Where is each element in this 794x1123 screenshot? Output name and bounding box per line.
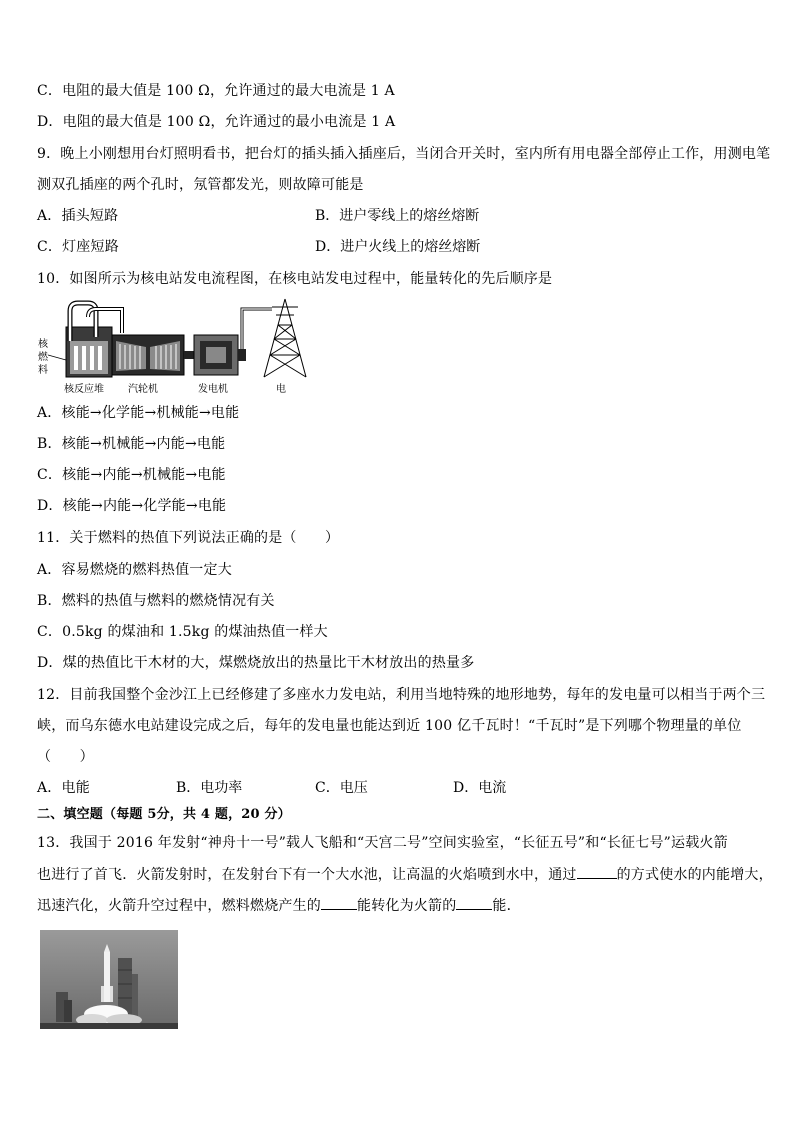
q10-option-a: A．核能→化学能→机械能→电能	[37, 405, 240, 421]
q9-option-b: B．进户零线上的熔丝熔断	[315, 208, 480, 224]
q11-option-a: A．容易燃烧的燃料热值一定大	[37, 562, 232, 578]
q12-stem-line2: 峡，而乌东德水电站建设完成之后，每年的发电量也能达到近 100 亿千瓦时！“千瓦时”是下列哪个物理量的单位	[37, 718, 742, 734]
turbine-label: 汽轮机	[128, 384, 158, 395]
q11-stem: 11．关于燃料的热值下列说法正确的是（ ）	[37, 530, 340, 546]
q11-option-d: D．煤的热值比干木材的大，煤燃烧放出的热量比干木材放出的热量多	[37, 655, 475, 671]
q13-line3-text-a: 迅速汽化，火箭升空过程中，燃料燃烧产生的	[37, 898, 321, 914]
q9-stem-line1: 9．晚上小刚想用台灯照明看书，把台灯的插头插入插座后，当闭合开关时，室内所有用电器全部停止工作，用测电笔	[37, 146, 771, 162]
q10-option-c: C．核能→内能→机械能→电能	[37, 467, 226, 483]
answer-blank-2[interactable]	[321, 895, 357, 910]
q13-line2-text-b: 的方式使水的内能增大，	[616, 867, 773, 883]
q9-option-a: A．插头短路	[37, 208, 119, 224]
fuel-label-char-3: 料	[38, 365, 48, 376]
section-heading-fill-in: 二、填空题（每题 5分，共 4 题，20 分）	[37, 807, 291, 822]
q13-line2-text-a: 也进行了首飞．火箭发射时，在发射台下有一个大水池，让高温的火焰喷到水中，通过	[37, 867, 577, 883]
q13-stem-line1: 13．我国于 2016 年发射“神舟十一号”载人飞船和“天宫二号”空间实验室，“长征五号”和“长征七号”运载火箭	[37, 835, 728, 851]
q9-option-c: C．灯座短路	[37, 239, 119, 255]
q10-stem: 10．如图所示为核电站发电流程图，在核电站发电过程中，能量转化的先后顺序是	[37, 271, 553, 287]
generator-label: 发电机	[198, 384, 228, 395]
answer-blank-3[interactable]	[456, 895, 492, 910]
fuel-label-char-2: 燃	[38, 352, 48, 363]
q12-option-d: D．电流	[453, 780, 507, 796]
answer-blank-1[interactable]	[577, 864, 617, 879]
q13-stem-line2	[37, 864, 773, 884]
q13-line3-text-b: 能转化为火箭的	[357, 898, 457, 914]
q8-option-c: C．电阻的最大值是 100 Ω，允许通过的最大电流是 1 A	[37, 83, 395, 99]
q11-option-b: B．燃料的热值与燃料的燃烧情况有关	[37, 593, 275, 609]
transmission-tower-icon	[264, 299, 306, 377]
reactor-label: 核反应堆	[64, 384, 104, 395]
electricity-label: 电	[276, 384, 286, 395]
q12-answer-paren: （ ）	[37, 749, 94, 765]
q13-stem-line3	[37, 895, 521, 915]
rocket-launch-photo	[40, 930, 178, 1029]
q12-option-b: B．电功率	[176, 780, 243, 796]
q13-line3-text-c: 能．	[492, 898, 521, 914]
q12-stem-line1: 12．目前我国整个金沙江上已经修建了多座水力发电站，利用当地特殊的地形地势，每年的发电量可以相当于两个三	[37, 687, 766, 703]
q9-option-d: D．进户火线上的熔丝熔断	[315, 239, 481, 255]
fuel-label-char-1: 核	[38, 339, 48, 350]
turbine-icon	[112, 335, 194, 375]
q12-option-a: A．电能	[37, 780, 90, 796]
nuclear-power-flow-diagram	[36, 297, 311, 395]
q10-option-b: B．核能→机械能→内能→电能	[37, 436, 226, 452]
generator-icon	[194, 309, 272, 375]
q12-option-c: C．电压	[315, 780, 368, 796]
q11-option-c: C．0.5kg 的煤油和 1.5kg 的煤油热值一样大	[37, 624, 328, 640]
q8-option-d: D．电阻的最大值是 100 Ω，允许通过的最小电流是 1 A	[37, 114, 396, 130]
q10-option-d: D．核能→内能→化学能→电能	[37, 498, 227, 514]
q9-stem-line2: 测双孔插座的两个孔时，氖管都发光，则故障可能是	[37, 177, 364, 193]
